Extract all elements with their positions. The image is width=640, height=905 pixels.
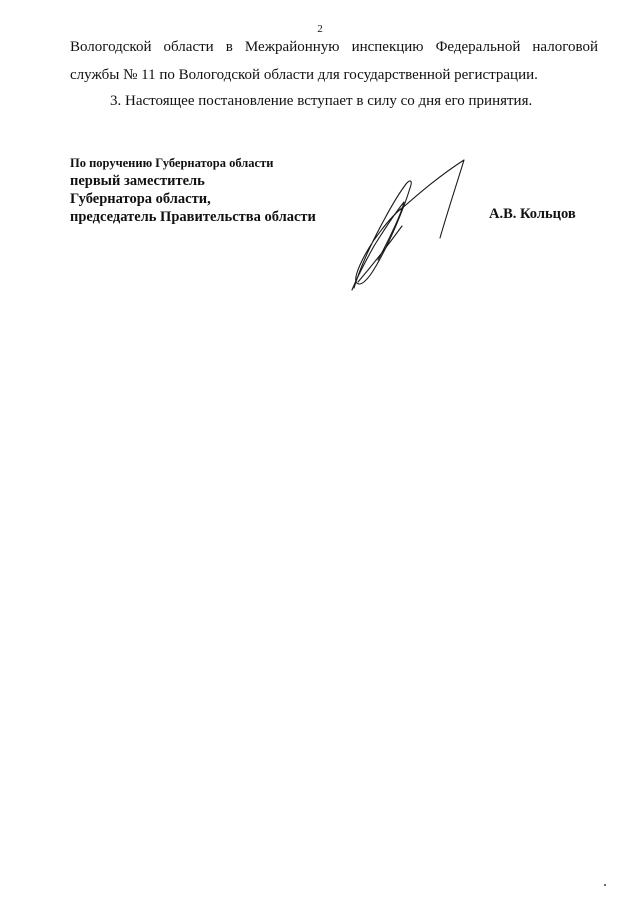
signatory-title-line-1: По поручению Губернатора области — [70, 156, 274, 170]
signatory-title-line-2: первый заместитель — [70, 173, 205, 189]
signatory-title-line-4: председатель Правительства области — [70, 209, 316, 225]
body-paragraph-line-1: Вологодской области в Межрайонную инспекцию Федеральной налоговой — [70, 39, 598, 55]
effective-date-clause: 3. Настоящее постановление вступает в силу со дня его принятия. — [110, 93, 533, 109]
page-number: 2 — [317, 23, 323, 35]
signatory-title-block — [70, 156, 316, 226]
signer-name: А.В. Кольцов — [489, 206, 576, 222]
scan-speck — [604, 884, 606, 886]
body-paragraph-line-2: службы № 11 по Вологодской области для государственной регистрации. — [70, 67, 538, 83]
signatory-title-line-3: Губернатора области, — [70, 191, 211, 207]
handwritten-signature-icon — [340, 150, 480, 300]
